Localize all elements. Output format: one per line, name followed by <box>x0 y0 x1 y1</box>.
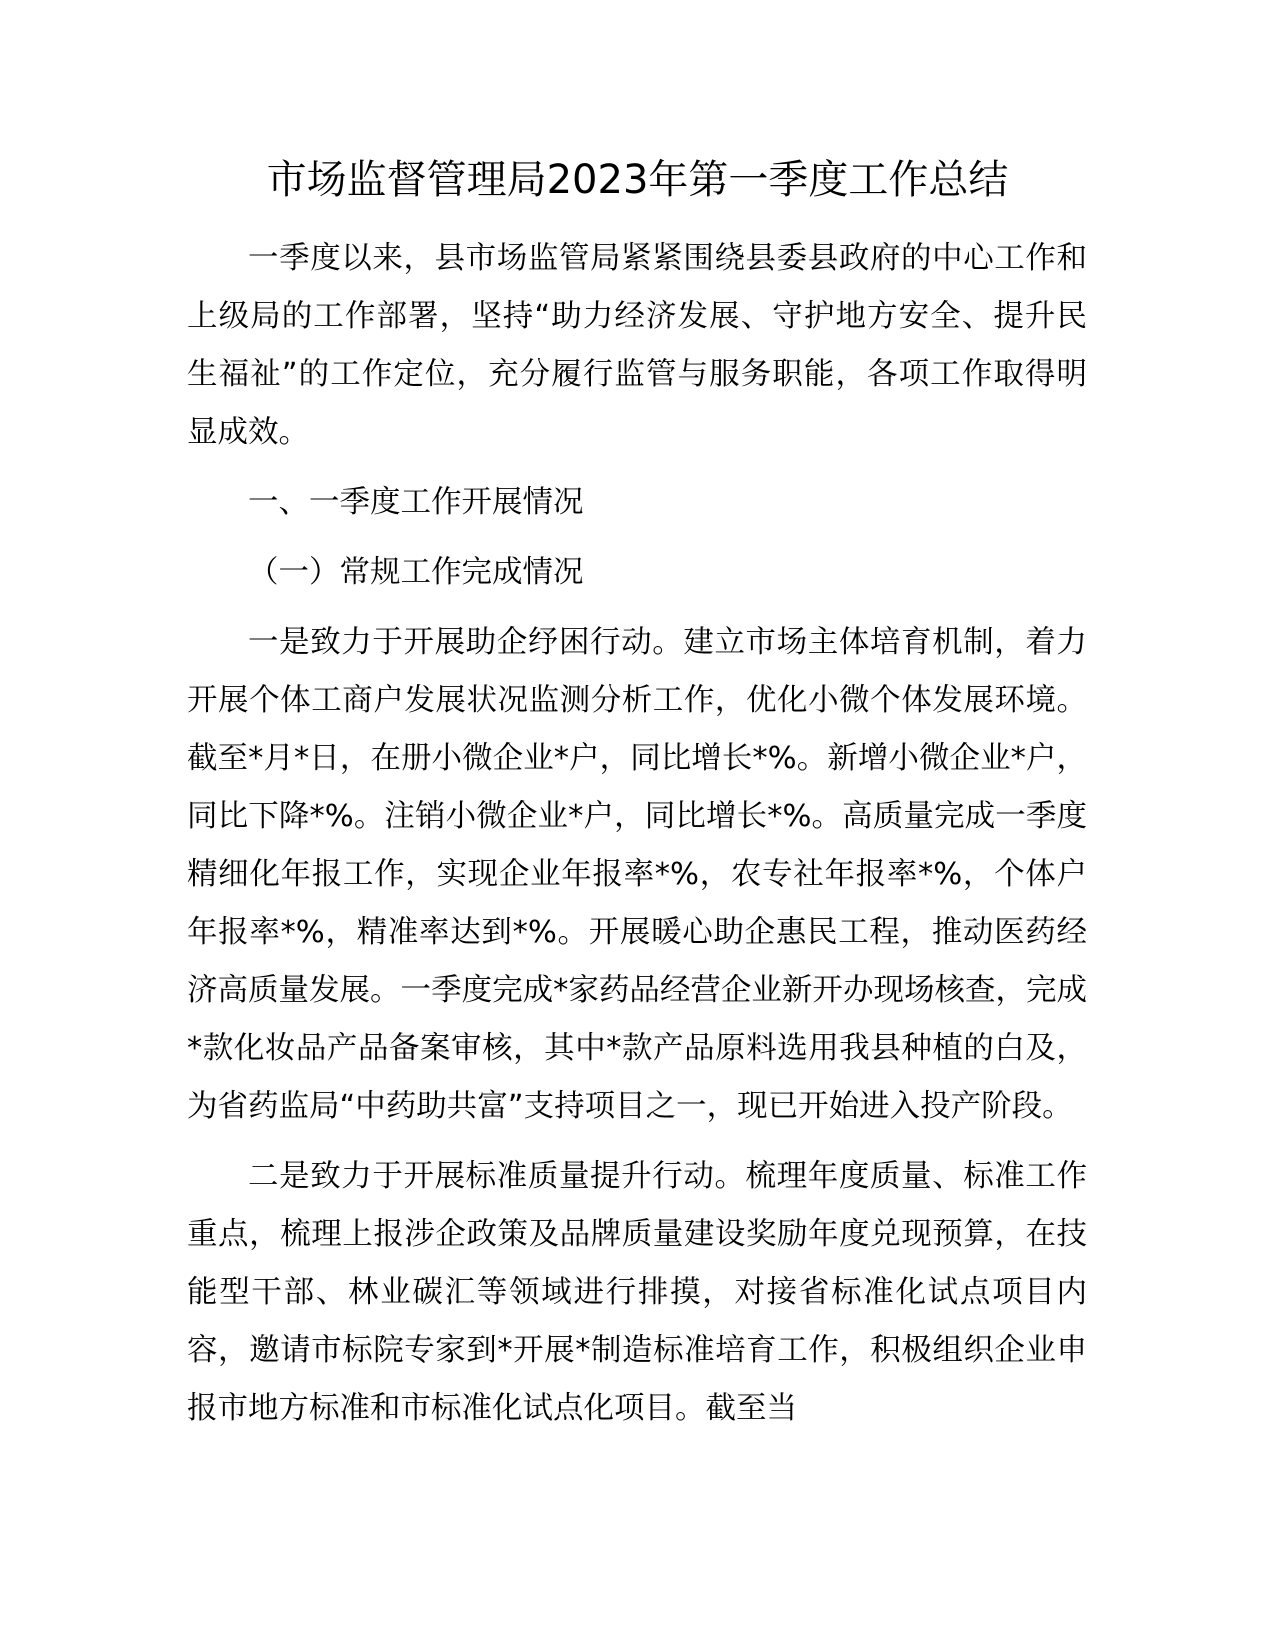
body-paragraph: 一是致力于开展助企纾困行动。建立市场主体培育机制，着力开展个体工商户发展状况监测分析工作，优化小微个体发展环境。截至*月*日，在册小微企业*户，同比增长*%。新增小微企业*户，同比下降*%。注销小微企业*户，同比增长*%。高质量完成一季度精细化年报工作，实现企业年报率*%，农专社年报率*%，个体户年报率*%，精准率达到*%。开展暖心助企惠民工程，推动医药经济高质量发展。一季度完成*家药品经营企业新开办现场核查，完成*款化妆品产品备案审核，其中*款产品原料选用我县种植的白及，为省药监局“中药助共富”支持项目之一，现已开始进入投产阶段。 <box>187 625 1087 1124</box>
document-title: 市场监督管理局2023年第一季度工作总结 <box>266 157 1009 203</box>
intro-paragraph: 一季度以来，县市场监管局紧紧围绕县委县政府的中心工作和上级局的工作部署，坚持“助力经济发展、守护地方安全、提升民生福祉”的工作定位，充分履行监管与服务职能，各项工作取得明显成效。 <box>187 241 1087 450</box>
section-heading: 一、一季度工作开展情况 <box>248 485 584 520</box>
body-paragraph: 二是致力于开展标准质量提升行动。梳理年度质量、标准工作重点，梳理上报涉企政策及品牌质量建设奖励年度兑现预算，在技能型干部、林业碳汇等领域进行排摸，对接省标准化试点项目内容，邀请市标院专家到*开展*制造标准培育工作，积极组织企业申报市地方标准和市标准化试点化项目。截至当 <box>187 1159 1087 1426</box>
document-body <box>187 230 1087 1438</box>
subsection-heading: （一）常规工作完成情况 <box>248 555 584 590</box>
